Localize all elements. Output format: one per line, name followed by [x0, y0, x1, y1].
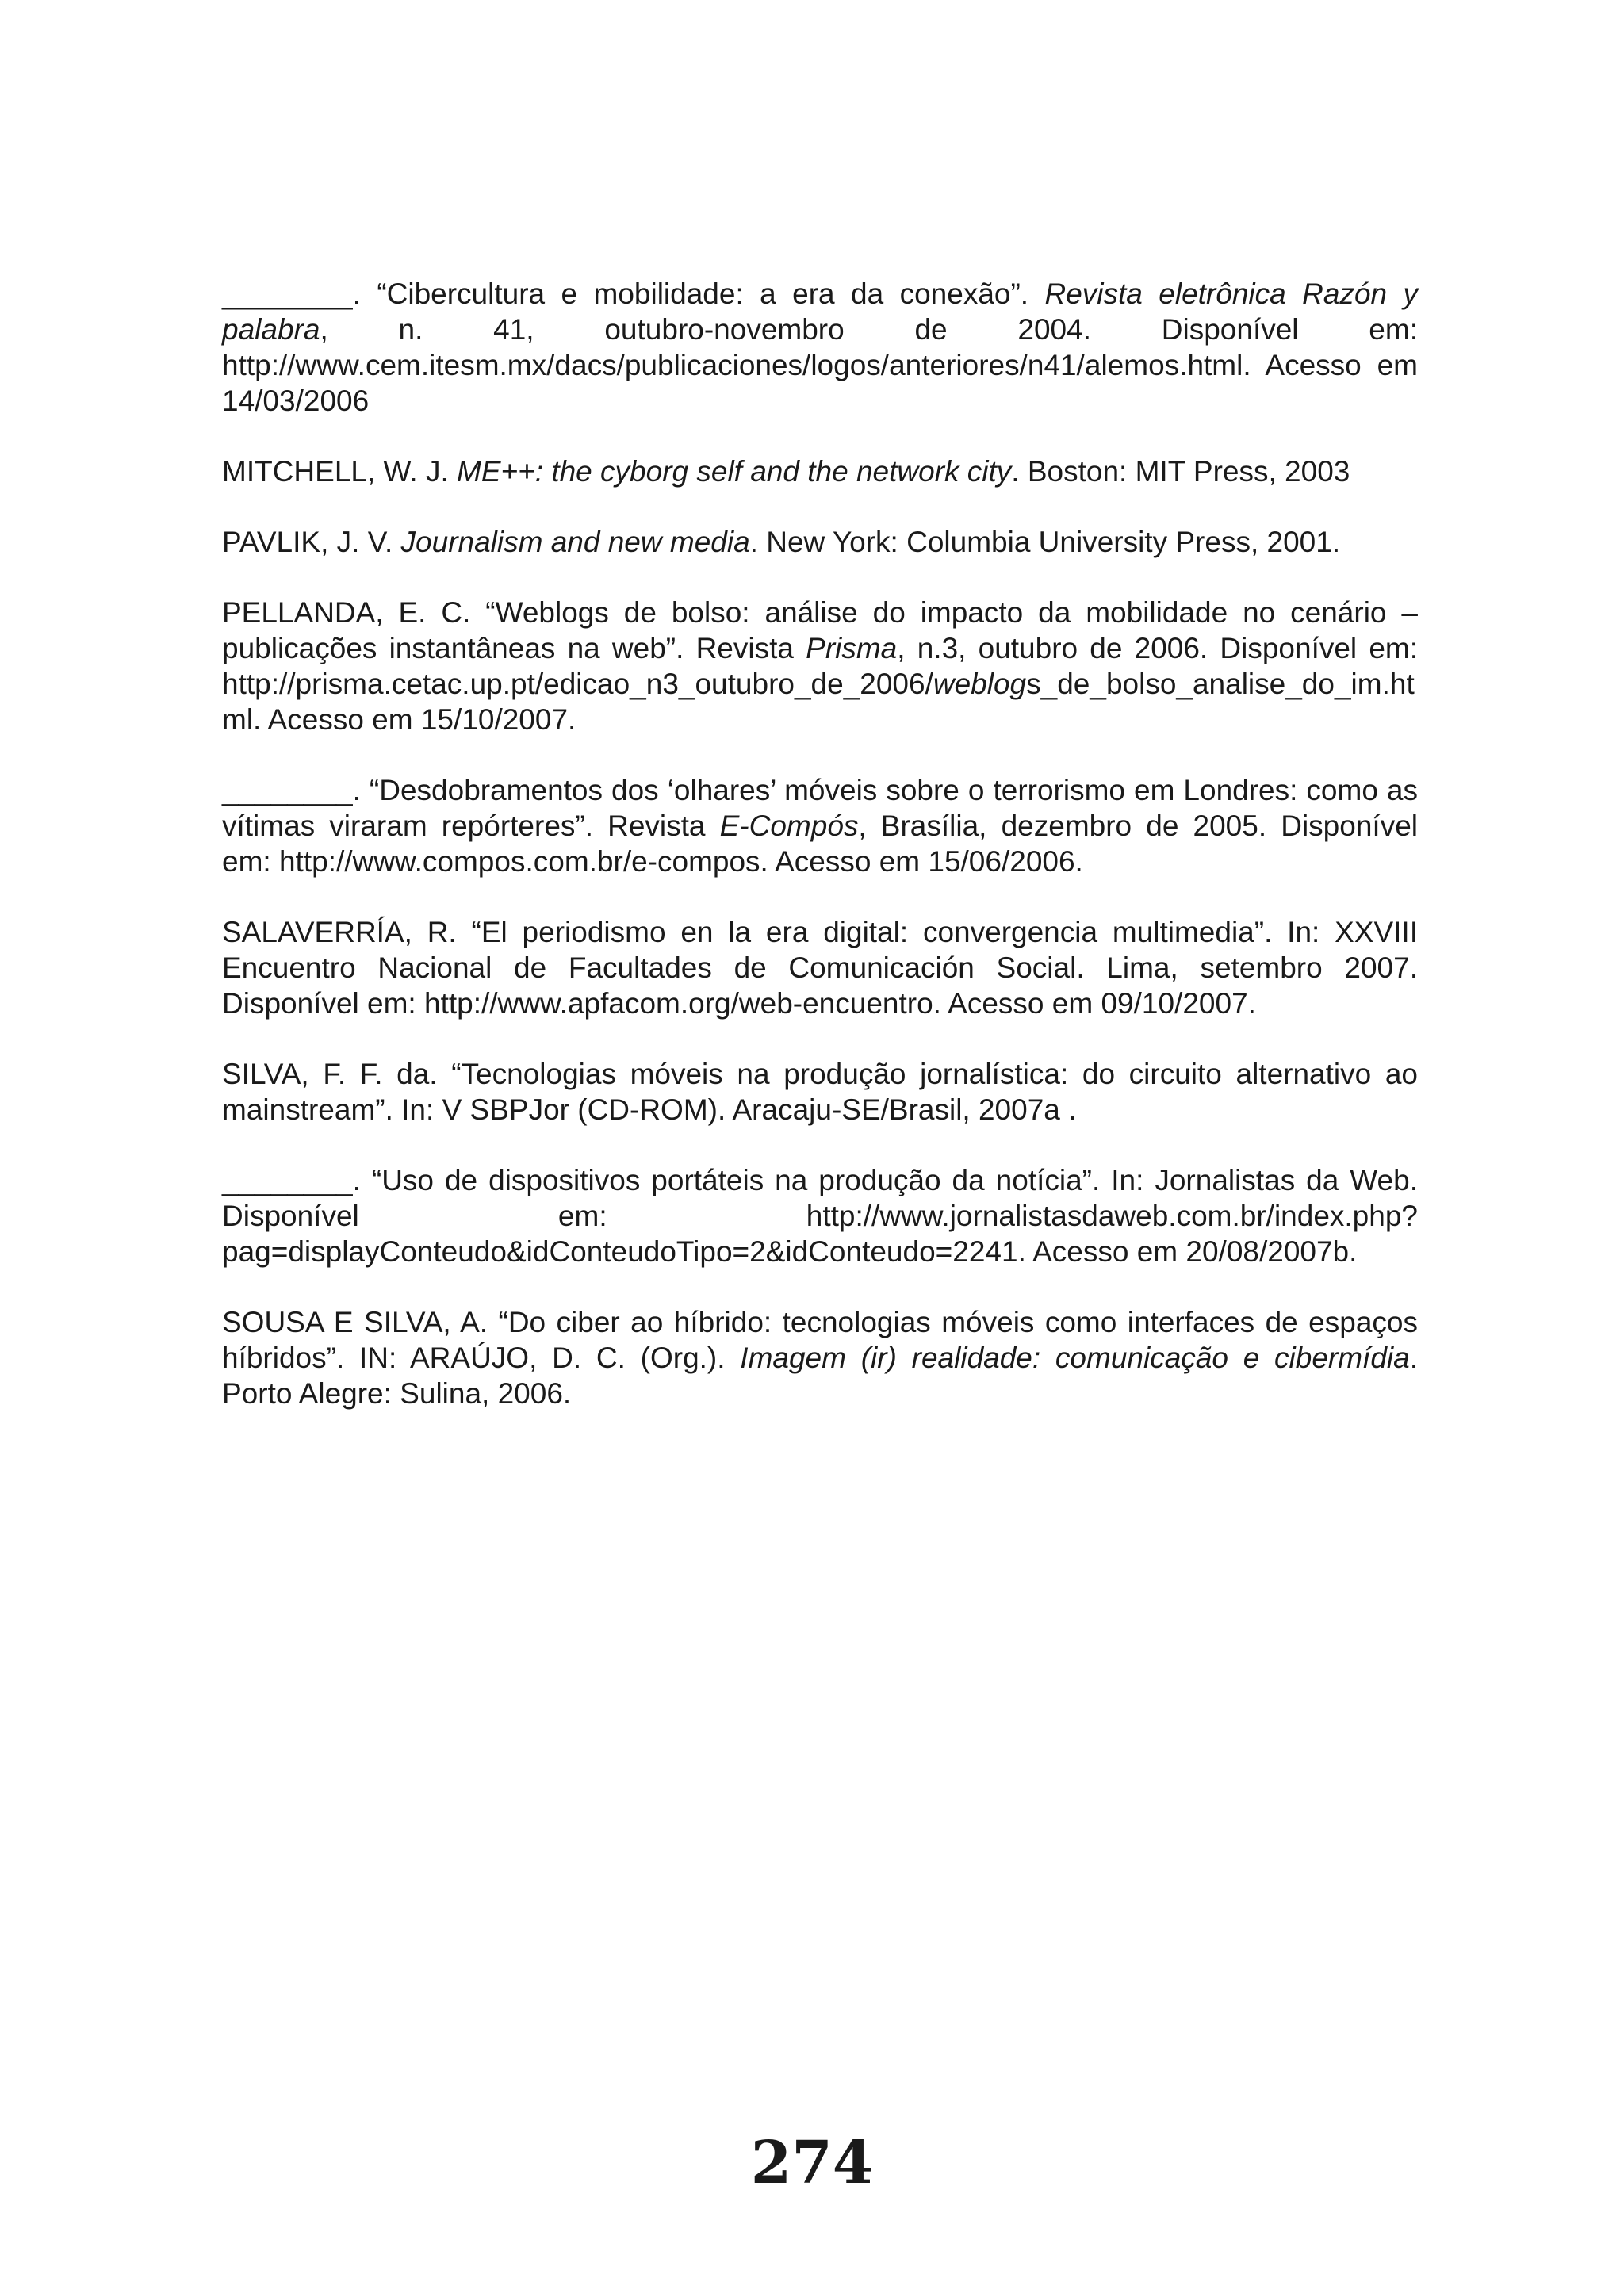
- reference-text: PAVLIK, J. V.: [222, 526, 401, 558]
- reference-italic-text: Journalism and new media: [400, 526, 750, 558]
- reference-entry-silva-2007a: [222, 1056, 1418, 1127]
- reference-text: ________. “Cibercultura e mobilidade: a era da conexão”.: [222, 278, 1045, 310]
- reference-text: MITCHELL, W. J.: [222, 455, 458, 488]
- reference-entry-sousa-e-silva-2006: [222, 1304, 1418, 1411]
- reference-italic-text: weblog: [933, 668, 1027, 700]
- reference-text: SILVA, F. F. da. “Tecnologias móveis na produção jornalística: do circuito alternativo ao mainstream”. In: V SBPJor (CD-ROM). Aracaju-SE/Brasil, 2007a .: [222, 1058, 1418, 1126]
- reference-text: ________. “Desdobramentos dos ‘olhares’ móveis sobre o terrorismo em Londres: como as vítimas viraram repórteres”. Revista: [222, 774, 1418, 842]
- reference-italic-text: Revista eletrônica Razón y palabra: [222, 278, 1418, 346]
- reference-text: ________. “Uso de dispositivos portáteis na produção da notícia”. In: Jornalistas da Web. Disponível em: http://www.jornalistasdaweb.com.br/index.php?pag=displayConteudo&idConteudoTipo=2&idConteudo=2241. Acesso em 20/08/2007b.: [222, 1164, 1418, 1268]
- reference-text: SOUSA E SILVA, A. “Do ciber ao híbrido: tecnologias móveis como interfaces de espaços híbridos”. IN: ARAÚJO, D. C. (Org.).: [222, 1306, 1418, 1374]
- reference-italic-text: : the cyborg self and the network city: [534, 455, 1012, 488]
- reference-list: [222, 276, 1418, 1446]
- reference-italic-text: Imagem (ir) realidade: comunicação e cibermídia: [740, 1342, 1410, 1374]
- page-number: 274: [750, 2129, 874, 2197]
- reference-entry-silva-2007b: [222, 1162, 1418, 1269]
- reference-text: PELLANDA, E. C. “Weblogs de bolso: análise do impacto da mobilidade no cenário – publicações instantâneas na web”. Revista: [222, 596, 1418, 664]
- reference-text: , n. 41, outubro-novembro de 2004. Disponível em: http://www.cem.itesm.mx/dacs/publicaciones/logos/anteriores/n41/alemos.html. Acesso em 14/03/2006: [222, 313, 1418, 417]
- reference-text: , Brasília, dezembro de 2005. Disponível em: http://www.compos.com.br/e-compos. Acesso em 15/06/2006.: [222, 810, 1418, 878]
- reference-italic-text: ME++: [457, 455, 535, 488]
- reference-entry-lemos-2004: [222, 276, 1418, 419]
- reference-text: s_de_bolso_analise_do_im.html. Acesso em 15/10/2007.: [222, 668, 1415, 736]
- reference-text: . Boston: MIT Press, 2003: [1011, 455, 1350, 488]
- reference-text: SALAVERRÍA, R. “El periodismo en la era digital: convergencia multimedia”. In: XXVIII Encuentro Nacional de Facultades de Comunicación Social. Lima, setembro 2007. Disponível em: http://www.apfacom.org/web-encuentro. Acesso em 09/10/2007.: [222, 916, 1418, 1020]
- reference-italic-text: Prisma: [806, 632, 898, 664]
- reference-entry-mitchell-2003: [222, 454, 1418, 489]
- reference-text: . Porto Alegre: Sulina, 2006.: [222, 1342, 1418, 1410]
- reference-text: , n.3, outubro de 2006. Disponível em: http://prisma.cetac.up.pt/edicao_n3_outubro_de_2006/: [222, 632, 1418, 700]
- reference-entry-pellanda-2006: [222, 595, 1418, 737]
- reference-entry-pavlik-2001: [222, 524, 1418, 560]
- reference-text: . New York: Columbia University Press, 2001.: [749, 526, 1341, 558]
- reference-entry-pellanda-2005: [222, 772, 1418, 879]
- reference-italic-text: E-Compós: [719, 810, 859, 842]
- reference-entry-salaverria-2007: [222, 914, 1418, 1021]
